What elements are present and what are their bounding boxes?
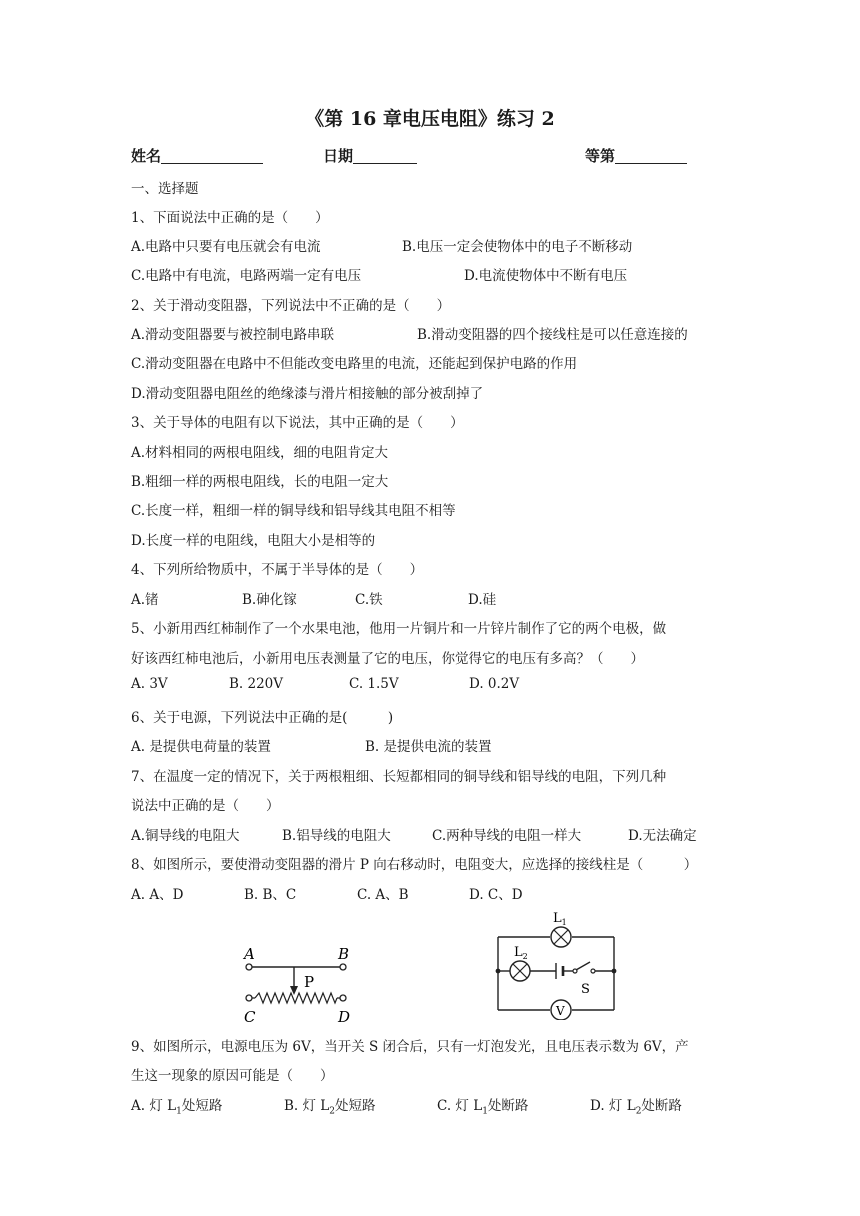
resistance-coil xyxy=(255,993,337,1003)
q2-option-c[interactable]: C.滑动变阻器在电路中不但能改变电路里的电流，还能起到保护电路的作用 xyxy=(131,356,578,372)
q3-option-b[interactable]: B.粗细一样的两根电阻线，长的电阻一定大 xyxy=(131,474,389,490)
junction-left xyxy=(496,969,501,974)
q9-stem-line2: 生这一现象的原因可能是（ ） xyxy=(131,1068,334,1084)
terminal-d xyxy=(340,995,346,1001)
terminal-a-label: A xyxy=(244,945,255,963)
q9-stem-line1: 9、如图所示，电源电压为 6V，当开关 S 闭合后，只有一灯泡发光，且电压表示数为 6V，产 xyxy=(131,1039,689,1055)
date-blank[interactable] xyxy=(353,147,417,164)
q8-option-b[interactable]: B. B、C xyxy=(244,887,297,903)
q9-option-d[interactable]: D. 灯 $L_2$处断路 xyxy=(590,1098,682,1117)
q3-option-a[interactable]: A.材料相同的两根电阻线，细的电阻肯定大 xyxy=(131,445,389,461)
q7-option-c[interactable]: C.两种导线的电阻一样大 xyxy=(432,828,582,844)
terminal-b-label: B xyxy=(338,945,350,963)
lamp-l2-label: $L_2$ xyxy=(514,945,528,961)
terminal-c-label: C xyxy=(244,1008,256,1025)
q6-stem: 6、关于电源，下列说法中正确的是( ) xyxy=(131,710,394,726)
terminal-c xyxy=(246,995,252,1001)
q6-option-a[interactable]: A. 是提供电荷量的装置 xyxy=(131,739,271,755)
terminal-d-label: D xyxy=(338,1008,351,1025)
q1-option-a[interactable]: A.电路中只要有电压就会有电流 xyxy=(131,239,321,255)
name-label: 姓名 xyxy=(131,147,162,165)
date-field xyxy=(323,145,417,166)
q9-option-b[interactable]: B. 灯 $L_2$处短路 xyxy=(284,1098,376,1117)
name-field xyxy=(131,145,263,166)
q7-option-d[interactable]: D.无法确定 xyxy=(628,828,697,844)
q3-stem: 3、关于导体的电阻有以下说法，其中正确的是（ ） xyxy=(131,415,464,431)
q1-option-d[interactable]: D.电流使物体中不断有电压 xyxy=(464,268,628,284)
switch-contact xyxy=(591,969,595,973)
q5-option-a[interactable]: A. 3V xyxy=(131,676,168,692)
q4-option-a[interactable]: A.锗 xyxy=(131,592,159,608)
date-label: 日期 xyxy=(323,147,354,165)
lamp-l1-label: $L_1$ xyxy=(553,911,567,927)
q8-option-d[interactable]: D. C、D xyxy=(469,887,523,903)
q2-option-b[interactable]: B.滑动变阻器的四个接线柱是可以任意连接的 xyxy=(417,327,688,343)
q5-option-c[interactable]: C. 1.5V xyxy=(349,676,399,692)
rheostat-diagram xyxy=(236,940,362,1025)
q4-stem: 4、下列所给物质中，不属于半导体的是（ ） xyxy=(131,562,424,578)
switch-lever[interactable] xyxy=(576,962,590,970)
switch-s-label: S xyxy=(581,982,590,997)
q3-option-d[interactable]: D.长度一样的电阻线，电阻大小是相等的 xyxy=(131,533,376,549)
q5-option-b[interactable]: B. 220V xyxy=(229,676,284,692)
q7-stem-line2: 说法中正确的是（ ） xyxy=(131,798,280,814)
q5-option-d[interactable]: D. 0.2V xyxy=(469,676,520,692)
q8-option-c[interactable]: C. A、B xyxy=(357,887,409,903)
q9-option-c[interactable]: C. 灯 $L_1$处断路 xyxy=(437,1098,529,1117)
q4-option-c[interactable]: C.铁 xyxy=(355,592,383,608)
q2-option-d[interactable]: D.滑动变阻器电阻丝的绝缘漆与滑片相接触的部分被刮掉了 xyxy=(131,386,484,402)
slider-p-label: P xyxy=(304,973,315,991)
q8-option-a[interactable]: A. A、D xyxy=(131,887,184,903)
q9-option-a[interactable]: A. 灯 $L_1$处短路 xyxy=(131,1098,223,1117)
q6-option-b[interactable]: B. 是提供电流的装置 xyxy=(365,739,492,755)
terminal-a xyxy=(246,964,252,970)
junction-right xyxy=(612,969,617,974)
q5-stem-line1: 5、小新用西红柿制作了一个水果电池，他用一片铜片和一片锌片制作了它的两个电极，做 xyxy=(131,621,667,637)
grade-label: 等第 xyxy=(585,147,616,165)
circuit-diagram xyxy=(490,908,620,1020)
q4-option-d[interactable]: D.硅 xyxy=(468,592,497,608)
q7-stem-line1: 7、在温度一定的情况下，关于两根粗细、长短都相同的铜导线和铝导线的电阻，下列几种 xyxy=(131,769,667,785)
q2-stem: 2、关于滑动变阻器，下列说法中不正确的是（ ） xyxy=(131,298,451,314)
q8-stem: 8、如图所示，要使滑动变阻器的滑片 P 向右移动时，电阻变大，应选择的接线柱是（ ） xyxy=(131,857,698,873)
name-blank[interactable] xyxy=(161,147,263,164)
q1-option-b[interactable]: B.电压一定会使物体中的电子不断移动 xyxy=(402,239,633,255)
section-heading: 一、选择题 xyxy=(131,181,199,197)
q7-option-b[interactable]: B.铝导线的电阻大 xyxy=(282,828,391,844)
q1-stem: 1、下面说法中正确的是（ ） xyxy=(131,210,329,226)
terminal-b xyxy=(340,964,346,970)
page-title: 《第 16 章电压电阻》练习 2 xyxy=(305,108,555,130)
q5-stem-line2: 好该西红柿电池后，小新用电压表测量了它的电压，你觉得它的电压有多高？（ ） xyxy=(131,651,644,667)
q2-option-a[interactable]: A.滑动变阻器要与被控制电路串联 xyxy=(131,327,335,343)
q7-option-a[interactable]: A.铜导线的电阻大 xyxy=(131,828,240,844)
q4-option-b[interactable]: B.砷化镓 xyxy=(242,592,297,608)
grade-field xyxy=(585,145,687,166)
q1-option-c[interactable]: C.电路中有电流，电路两端一定有电压 xyxy=(131,268,362,284)
grade-blank[interactable] xyxy=(615,147,687,164)
voltmeter-label: V xyxy=(556,1004,565,1018)
q3-option-c[interactable]: C.长度一样，粗细一样的铜导线和铝导线其电阻不相等 xyxy=(131,503,456,519)
